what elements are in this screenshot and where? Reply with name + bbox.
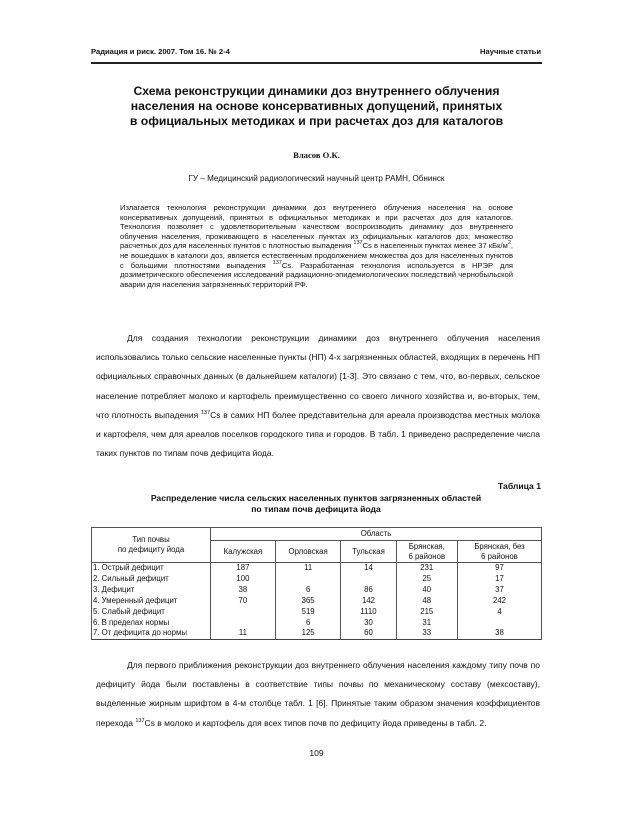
section-name: Научные статьи <box>480 47 541 56</box>
table-cell: 242 <box>458 596 542 607</box>
table-cell: 125 <box>275 628 341 639</box>
table-caption <box>91 493 541 514</box>
table-row <box>92 607 542 618</box>
table-cell: 31 <box>396 618 458 629</box>
table-row <box>92 628 542 639</box>
paragraph-text: Cs в молоко и картофель для всех типов почв по дефициту йода приведены в табл. 2. <box>144 717 487 728</box>
journal-citation: Радиация и риск. 2007. Том 16. № 2-4 <box>91 47 230 56</box>
abstract-text: Излагается технология реконструкции динамики доз внутреннего облучения населения на основе консервативных допущений, принятых в официальных методиках и при расчетах доз для каталогов. Технология позволяет с удовлетворительным качеством воспроизводить динамику доз внутреннего облучения населения, проживающего в населенных пунктах из официальных каталогов доз; множество расчетных доз для населенных пунктов с плотностью выпадения <box>120 203 513 251</box>
table-cell: 519 <box>275 607 341 618</box>
table-cell: 4 <box>458 607 542 618</box>
table-row <box>92 585 542 596</box>
running-header <box>91 47 541 56</box>
table-cell <box>211 618 276 629</box>
table-cell <box>458 618 542 629</box>
table-cell: 11 <box>275 563 341 574</box>
group-header: Область <box>211 528 542 541</box>
title-line: Схема реконструкции динамики доз внутреннего облучения <box>133 84 500 98</box>
table-row <box>92 563 542 574</box>
stub-header <box>92 528 211 563</box>
table-cell: 30 <box>341 618 396 629</box>
body-paragraph-1 <box>96 329 540 463</box>
table-row <box>92 574 542 585</box>
table-cell: 100 <box>211 574 276 585</box>
table-cell: 38 <box>458 628 542 639</box>
table-cell <box>341 574 396 585</box>
row-label: 3. Дефицит <box>92 585 211 596</box>
table-cell: 48 <box>396 596 458 607</box>
table-cell: 60 <box>341 628 396 639</box>
row-label: 6. В пределах нормы <box>92 618 211 629</box>
column-header: Тульская <box>341 541 396 563</box>
paragraph-text: Cs в самих НП более представительна для ареала производства местных молока и картофеля, чем для ареалов поселков городского типа и городов. В табл. 1 приведено распределение числа таких пунктов по типам почв дефицита йода. <box>96 409 540 459</box>
table-cell: 40 <box>396 585 458 596</box>
table-cell: 215 <box>396 607 458 618</box>
table-cell: 33 <box>396 628 458 639</box>
abstract <box>120 203 513 289</box>
table-cell: 14 <box>341 563 396 574</box>
author: Власов О.К. <box>293 150 340 160</box>
abstract-text: Cs. Разработанная технология используется в НРЭР для дозиметрического обеспечения исследований радиационно-эпидемиологических последствий чернобыльской аварии для населения загрязненных территорий РФ. <box>120 260 513 289</box>
table-row <box>92 596 542 607</box>
caption-line: по типам почв дефицита йода <box>251 503 381 514</box>
table-cell: 6 <box>275 585 341 596</box>
page-number: 109 <box>309 748 324 758</box>
unit-superscript: 2 <box>507 240 511 247</box>
row-label: 4. Умеренный дефицит <box>92 596 211 607</box>
row-label: 1. Острый дефицит <box>92 563 211 574</box>
table-cell: 6 <box>275 618 341 629</box>
table-row <box>92 618 542 629</box>
table-cell: 187 <box>211 563 276 574</box>
table-cell: 1110 <box>341 607 396 618</box>
article-title <box>91 84 542 129</box>
abstract-text: , не вошедших в каталоги доз, является естественным продолжением множества доз для населенных пунктов с большими плотностями выпадения <box>120 241 514 270</box>
paragraph-text: Для создания технологии реконструкции динамики доз внутреннего облучения населения использовались только сельские населенные пункты (НП) 4-х загрязненных областей, входящих в перечень НП официальных справочных данных (в дальнейшем каталоги) [1-3]. Это связано с тем, что, во-первых, сельское население потребляет молоко и картофель преимущественно со своего личного хозяйства и, во-вторых, тем, что плотность выпадения <box>96 333 540 420</box>
table-cell: 25 <box>396 574 458 585</box>
column-header: Брянская, без 6 районов <box>458 541 542 563</box>
table-cell: 97 <box>458 563 542 574</box>
table-cell: 70 <box>211 596 276 607</box>
table-label: Таблица 1 <box>498 481 541 491</box>
column-header: Калужская <box>211 541 276 563</box>
row-label: 5. Слабый дефицит <box>92 607 211 618</box>
header-line: Тип почвы <box>132 534 170 544</box>
paragraph-text: Для первого приближения реконструкции доз внутреннего облучения населения каждому типу почв по дефициту йода были поставлены в соответствие типы почвы по механическому составу (мехсоставу), выделенные жирным шрифтом в 4-м столбце табл. 1 [6]. Принятые таким образом значения коэффициентов перехода <box>96 660 540 728</box>
isotope-superscript: 137 <box>272 259 282 266</box>
column-header: Брянская, 6 районов <box>396 541 458 563</box>
isotope-superscript: 137 <box>135 717 145 724</box>
table-cell <box>211 607 276 618</box>
affiliation: ГУ – Медицинский радиологический научный центр РАМН, Обнинск <box>188 174 445 183</box>
table-cell: 86 <box>341 585 396 596</box>
title-line: в официальных методиках и при расчетах доз для каталогов <box>129 114 504 128</box>
table-cell: 17 <box>458 574 542 585</box>
table-cell: 231 <box>396 563 458 574</box>
isotope-superscript: 137 <box>353 240 363 247</box>
header-rule <box>91 62 542 64</box>
table-cell: 142 <box>341 596 396 607</box>
table-cell: 11 <box>211 628 276 639</box>
caption-line: Распределение числа сельских населенных пунктов загрязненных областей <box>150 493 482 503</box>
table-cell: 365 <box>275 596 341 607</box>
header-line: по дефициту йода <box>117 545 185 554</box>
abstract-text: Cs в населенных пунктах менее 37 кБк/м <box>362 241 508 251</box>
table-cell: 38 <box>211 585 276 596</box>
row-label: 7. От дефицита до нормы <box>92 628 211 639</box>
body-paragraph-2 <box>96 656 540 733</box>
table-cell: 37 <box>458 585 542 596</box>
column-header: Орловская <box>275 541 341 563</box>
row-label: 2. Сильный дефицит <box>92 574 211 585</box>
table-cell <box>275 574 341 585</box>
title-line: населения на основе консервативных допущений, принятых <box>130 99 503 113</box>
data-table <box>91 527 542 640</box>
isotope-superscript: 137 <box>200 409 211 416</box>
